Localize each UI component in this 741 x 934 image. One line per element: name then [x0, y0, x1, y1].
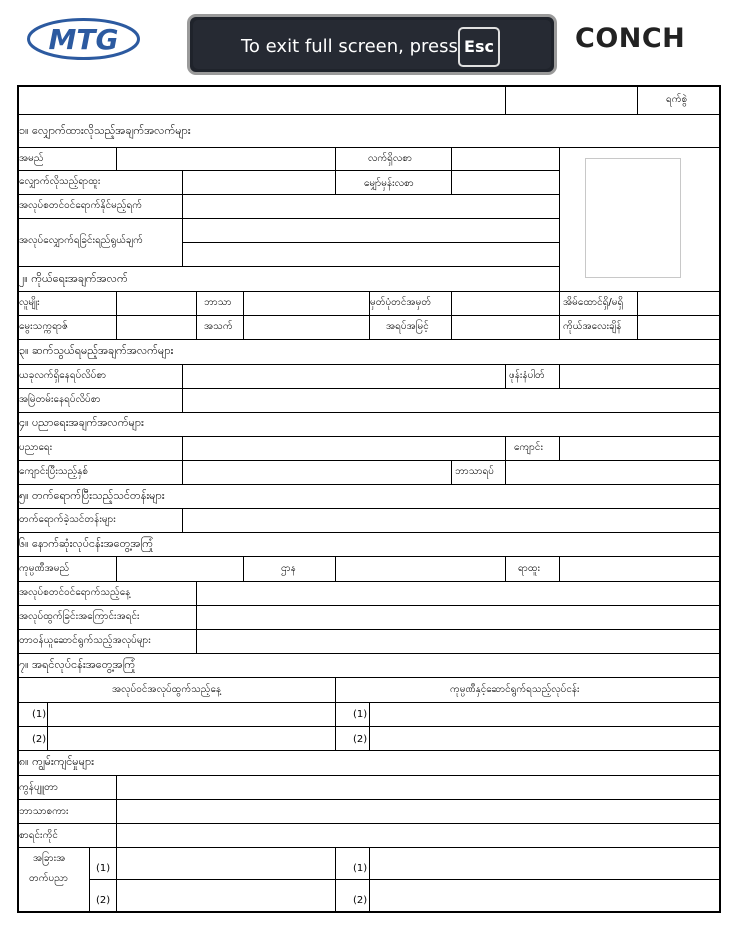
- start-date-label: အလုပ်စတင်ဝင်ရောက်နိုင်မည့်ရက်: [19, 200, 143, 211]
- row-number: (2): [96, 895, 111, 906]
- department-label: ဌာန: [281, 563, 296, 574]
- marital-label: အိမ်ထောင်ရှိ/မရှိ: [563, 297, 624, 308]
- name-label: အမည်: [19, 153, 44, 164]
- nrc-label: မှတ်ပုံတင်အမှတ်: [370, 297, 432, 308]
- row-number: (1): [96, 863, 111, 874]
- major-label: ဘာသာရပ်: [455, 466, 494, 477]
- computer-label: ကွန်ပျူတာ: [19, 782, 58, 793]
- other-skill-label-2: တက်ပညာ: [29, 873, 69, 884]
- mtg-logo: [27, 18, 140, 60]
- section8-title: ၈။ ကျွမ်းကျင်မှုများ: [19, 755, 94, 768]
- school-label: ကျောင်း: [514, 442, 543, 453]
- section6-title: ၆။ နောက်ဆုံးလုပ်ငန်းအတွေ့အကြုံ: [19, 537, 154, 550]
- age-label: အသက်: [204, 321, 233, 332]
- fullscreen-toast-text: To exit full screen, press: [241, 36, 458, 57]
- position-label: လျှောက်လိုသည့်ရာထူး: [19, 176, 101, 187]
- phone-label: ဖုန်းနံပါတ်: [509, 370, 545, 381]
- svg-text:MTG: MTG: [48, 23, 119, 56]
- education-label: ပညာရေး: [19, 442, 53, 453]
- current-address-label: ယခုလက်ရှိနေရပ်လိပ်စာ: [19, 370, 107, 381]
- courses-label: တက်ရောက်ခဲ့သင်တန်းများ: [19, 514, 116, 525]
- current-salary-label: လက်ရှိလစာ: [368, 153, 413, 164]
- height-label: အရပ်အမြင့်: [386, 321, 429, 332]
- company-work-header: ကုမ္ပဏီနှင့်ဆောင်ရွက်ရသည့်လုပ်ငန်း: [450, 684, 580, 695]
- rank-label: ရာထူး: [518, 563, 541, 574]
- work-dates-header: အလုပ်ဝင်အလုပ်ထွက်သည့်နေ့: [112, 684, 222, 695]
- esc-key-icon[interactable]: Esc: [458, 27, 500, 67]
- row-number: (2): [353, 734, 368, 745]
- duties-label: တာဝန်ယူဆောင်ရွက်သည့်အလုပ်များ: [19, 635, 151, 646]
- conch-logo: CONCH: [575, 23, 686, 54]
- section4-title: ၄။ ပညာရေးအချက်အလက်များ: [19, 416, 144, 429]
- row-number: (2): [353, 895, 368, 906]
- row-number: (1): [353, 863, 368, 874]
- section2-title: ၂။ ကိုယ်ရေးအချက်အလက်: [19, 272, 128, 285]
- other-skill-label-1: အခြားအ: [33, 853, 66, 864]
- section5-title: ၅။ တက်ရောက်ပြီးသည့်သင်တန်းများ: [19, 489, 165, 502]
- dob-label: မွေးသက္ကရာဇ်: [19, 321, 68, 332]
- expected-salary-label: မျှော်မှန်းလစာ: [364, 178, 414, 189]
- section3-title: ၃။ ဆက်သွယ်ရမည့်အချက်အလက်များ: [19, 344, 174, 357]
- reason-label: အလုပ်လျှောက်ရခြင်းရည်ရွယ်ချက်: [19, 235, 143, 246]
- row-number: (1): [32, 709, 47, 720]
- fullscreen-toast: [187, 14, 557, 75]
- company-label: ကုမ္ပဏီအမည်: [19, 563, 70, 574]
- language-label: ဘာသာစကား: [19, 806, 69, 817]
- row-number: (1): [353, 709, 368, 720]
- graduation-year-label: ကျောင်းပြီးသည့်နှစ်: [19, 466, 89, 477]
- join-date-label: အလုပ်စတင်ဝင်ရောက်သည့်နေ့: [19, 587, 131, 598]
- section7-title: ၇။ အရင်လုပ်ငန်းအတွေ့အကြုံ: [19, 658, 136, 671]
- row-number: (2): [32, 734, 47, 745]
- leave-reason-label: အလုပ်ထွက်ခြင်းအကြောင်းအရင်း: [19, 611, 140, 622]
- permanent-address-label: အမြဲတမ်းနေရပ်လိပ်စာ: [19, 394, 101, 405]
- photo-box[interactable]: [585, 158, 681, 278]
- religion-label: ဘာသာ: [204, 297, 232, 308]
- race-label: လူမျိုး: [19, 297, 40, 308]
- date-label: ရက်စွဲ: [666, 94, 688, 105]
- section1-title: ၁။ လျှောက်ထားလိုသည့်အချက်အလက်များ: [19, 124, 191, 137]
- accounting-label: စာရင်းကိုင်: [19, 830, 58, 841]
- weight-label: ကိုယ်အလေးချိန်: [563, 321, 622, 332]
